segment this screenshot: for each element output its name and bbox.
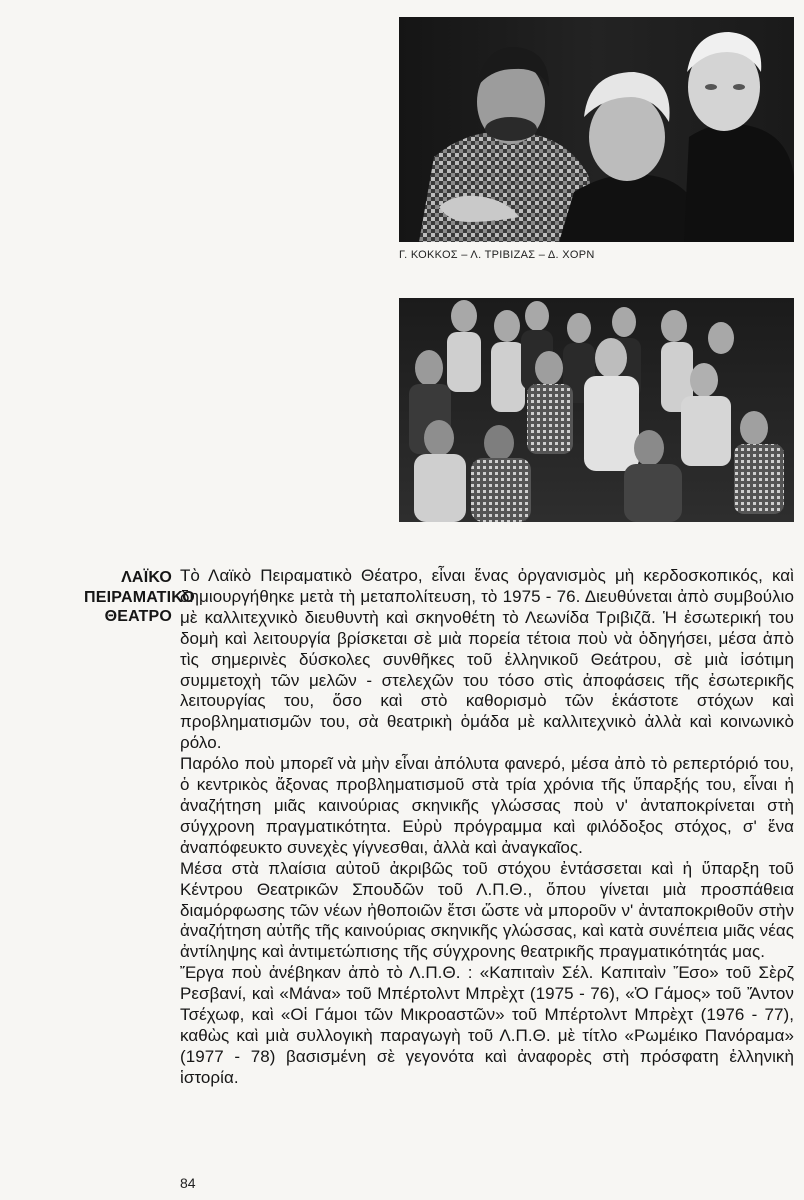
photo-caption: Γ. ΚΟΚΚΟΣ – Λ. ΤΡΙΒΙΖΑΣ – Δ. ΧΟΡΝ xyxy=(399,249,595,261)
paragraph-4: Ἔργα ποὺ ἀνέβηκαν ἀπὸ τὸ Λ.Π.Θ. : «Καπιταὶν Σέλ. Καπιταὶν Ἔσο» τοῦ Σὲρζ Ρεσβανί, καὶ «Μάνα» τοῦ Μπέρτολντ Μπρὲχτ (1975 - 76), «Ὁ Γάμος» τοῦ Ἄντον Τσέχωφ, καὶ «Οἱ Γάμοι τῶν Μικροαστῶν» τοῦ Μπέρτολντ Μπρὲχτ (1976 - 77), καθὼς καὶ μιὰ συλλογικὴ παραγωγὴ τοῦ Λ.Π.Θ. μὲ τίτλο «Ρωμέικο Πανόραμα» (1977 - 78) βασισμένη σὲ γεγονότα καὶ ἀναφορὲς στὴ πρόσφατη ἑλληνικὴ ἱστορία. xyxy=(180,963,794,1087)
section-heading-line2: ΠΕΙΡΑΜΑΤΙΚΟ xyxy=(84,588,195,606)
photo-three-men-image xyxy=(399,17,794,242)
article-body xyxy=(180,566,794,1089)
section-heading xyxy=(84,568,195,627)
photo-group xyxy=(399,298,794,522)
paragraph-2: Παρόλο ποὺ μπορεῖ νὰ μὴν εἶναι ἀπόλυτα φανερό, μέσα ἀπὸ τὸ ρεπερτόριό του, ὁ κεντρικὸς ἄξονας προβληματισμοῦ στὰ τρία χρόνια τῆς ὕπαρξής του, εἶναι ἡ ἀναζήτηση μιᾶς καινούριας σκηνικῆς γλώσσας ποὺ ν' ἀνταποκρίνεται στὴ σύγχρονη πραγματικότητα. Εὐρὺ πρόγραμμα καὶ φιλόδοξος στόχος, σ' ἕνα ἀναπόφευκτο συνεχὲς γίγνεσθαι, ἀλλὰ καὶ ἀναγκαῖος. xyxy=(180,754,794,857)
section-heading-line1: ΛΑΪΚΟ xyxy=(121,569,172,586)
photo-group-image xyxy=(399,298,794,522)
paragraph-1: Τὸ Λαϊκὸ Πειραματικὸ Θέατρο, εἶναι ἕνας ὀργανισμὸς μὴ κερδοσκοπικός, καὶ δημιουργήθηκε μετὰ τὴ μεταπολίτευση, τὸ 1975 - 76. Διευθύνεται ἀπὸ συμβούλιο μὲ καλλιτεχνικὸ διευθυντὴ καὶ σκηνοθέτη τὸ Λεωνίδα Τριβιζᾶ. Ἡ ἐσωτερική του δομὴ καὶ λειτουργία βρίσκεται σὲ μιὰ πορεία τέτοια ποὺ νὰ ὁδηγήσει, μέσα ἀπὸ τὶς σημερινὲς δύσκολες συνθῆκες τοῦ ἑλληνικοῦ Θεάτρου, σὲ μιὰ ἰσότιμη συμμετοχὴ τῶν μελῶν - στελεχῶν του τόσο στὶς ἀποφάσεις τῆς ἐσωτερικῆς λειτουργίας του, ὅσο καὶ στὸ καθορισμὸ τῶν ἑκάστοτε στόχων καὶ προβληματισμῶν του, σὰ θεατρικὴ ὁμάδα μὲ καλλιτεχνικὸ ἀλλὰ καὶ κοινωνικὸ ρόλο. xyxy=(180,566,794,753)
page-number: 84 xyxy=(180,1175,196,1191)
section-heading-line3: ΘΕΑΤΡΟ xyxy=(104,608,172,625)
photo-three-men xyxy=(399,17,794,242)
paragraph-3: Μέσα στὰ πλαίσια αὐτοῦ ἀκριβῶς τοῦ στόχου ἐντάσσεται καὶ ἡ ὕπαρξη τοῦ Κέντρου Θεατρικῶν Σπουδῶν τοῦ Λ.Π.Θ., ὅπου γίνεται μιὰ προσπάθεια διαμόρφωσης τῶν νέων ἠθοποιῶν ἔτσι ὥστε νὰ μποροῦν ν' ἀνταποκριθοῦν στὴν ἀναζήτηση αὐτῆς τῆς καινούριας σκηνικῆς γλώσσας, καὶ κατὰ συνέπεια μιᾶς νέας ἀντίληψης καὶ ἀντιμετώπισης τῆς σύγχρονης θεατρικῆς πραγματικότητάς μας. xyxy=(180,858,794,962)
